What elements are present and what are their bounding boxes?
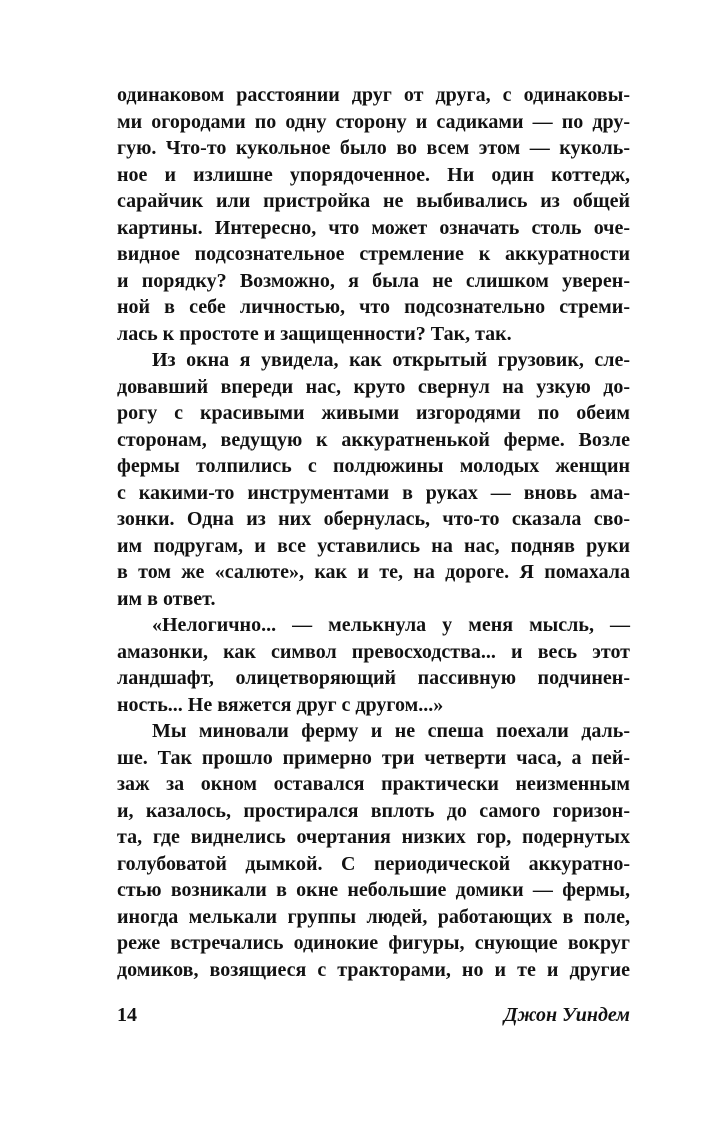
text-line: с какими-то инструментами в руках — вновь ама- <box>117 481 630 504</box>
text-line: голубоватой дымкой. С периодической аккуратно- <box>117 852 630 875</box>
text-line: им в ответ. <box>117 587 216 610</box>
text-line: лась к простоте и защищенности? Так, так. <box>117 322 512 345</box>
text-line: в том же «салюте», как и те, на дороге. Я помахала <box>117 561 630 583</box>
text-line: сарайчик или пристройка не выбивались из общей <box>117 190 630 212</box>
text-line: им подругам, и все уставились на нас, подняв руки <box>117 534 630 557</box>
text-line: Мы миновали ферму и не спеша поехали даль- <box>152 720 630 742</box>
text-line: амазонки, как символ превосходства... и весь этот <box>117 640 630 663</box>
page-number: 14 <box>117 1004 137 1026</box>
text-block <box>117 82 630 983</box>
paragraph <box>117 82 630 347</box>
text-line: ной в себе личностью, что подсознательно стреми- <box>117 296 630 318</box>
text-line: картины. Интересно, что может означать столь оче- <box>117 216 630 239</box>
text-line: та, где виднелись очертания низких гор, подернутых <box>117 826 630 848</box>
text-line: фермы толпились с полдюжины молодых женщин <box>117 455 630 477</box>
paragraph <box>117 718 630 983</box>
text-line: рогу с красивыми живыми изгородями по обеим <box>117 402 630 424</box>
text-line: ное и излишне упорядоченное. Ни один коттедж, <box>117 163 630 186</box>
text-line: ми огородами по одну сторону и садиками — по дру- <box>117 110 630 133</box>
text-line: ность... Не вяжется друг с другом...» <box>117 693 444 716</box>
paragraph <box>117 347 630 612</box>
text-line: заж за окном оставался практически неизменным <box>117 773 630 795</box>
text-line: Из окна я увидела, как открытый грузовик, сле- <box>152 349 630 371</box>
text-line: реже встречались одинокие фигуры, снующие вокруг <box>117 932 630 954</box>
text-line: ше. Так прошло примерно три четверти часа, а пей- <box>117 746 630 769</box>
text-line: стью возникали в окне небольшие домики — фермы, <box>117 879 630 901</box>
text-line: иногда мелькали группы людей, работающих в поле, <box>117 905 630 928</box>
text-line: сторонам, ведущую к аккуратненькой ферме. Возле <box>117 428 630 451</box>
page-footer <box>117 1002 630 1029</box>
text-line: «Нелогично... — мелькнула у меня мысль, — <box>152 614 630 636</box>
text-line: домиков, возящиеся с тракторами, но и те и другие <box>117 958 630 981</box>
text-line: одинаковом расстоянии друг от друга, с одинаковы- <box>117 84 630 106</box>
text-line: гую. Что-то кукольное было во всем этом — куколь- <box>117 137 630 159</box>
text-line: видное подсознательное стремление к аккуратности <box>117 243 630 265</box>
text-line: довавший впереди нас, круто свернул на узкую до- <box>117 375 630 398</box>
text-line: ландшафт, олицетворяющий пассивную подчинен- <box>117 667 630 689</box>
text-line: и, казалось, простирался вплоть до самого горизон- <box>117 799 630 822</box>
text-line: и порядку? Возможно, я была не слишком уверен- <box>117 269 630 292</box>
paragraph <box>117 612 630 718</box>
running-title: Джон Уиндем <box>503 1004 630 1026</box>
text-line: зонки. Одна из них обернулась, что-то сказала сво- <box>117 508 630 530</box>
